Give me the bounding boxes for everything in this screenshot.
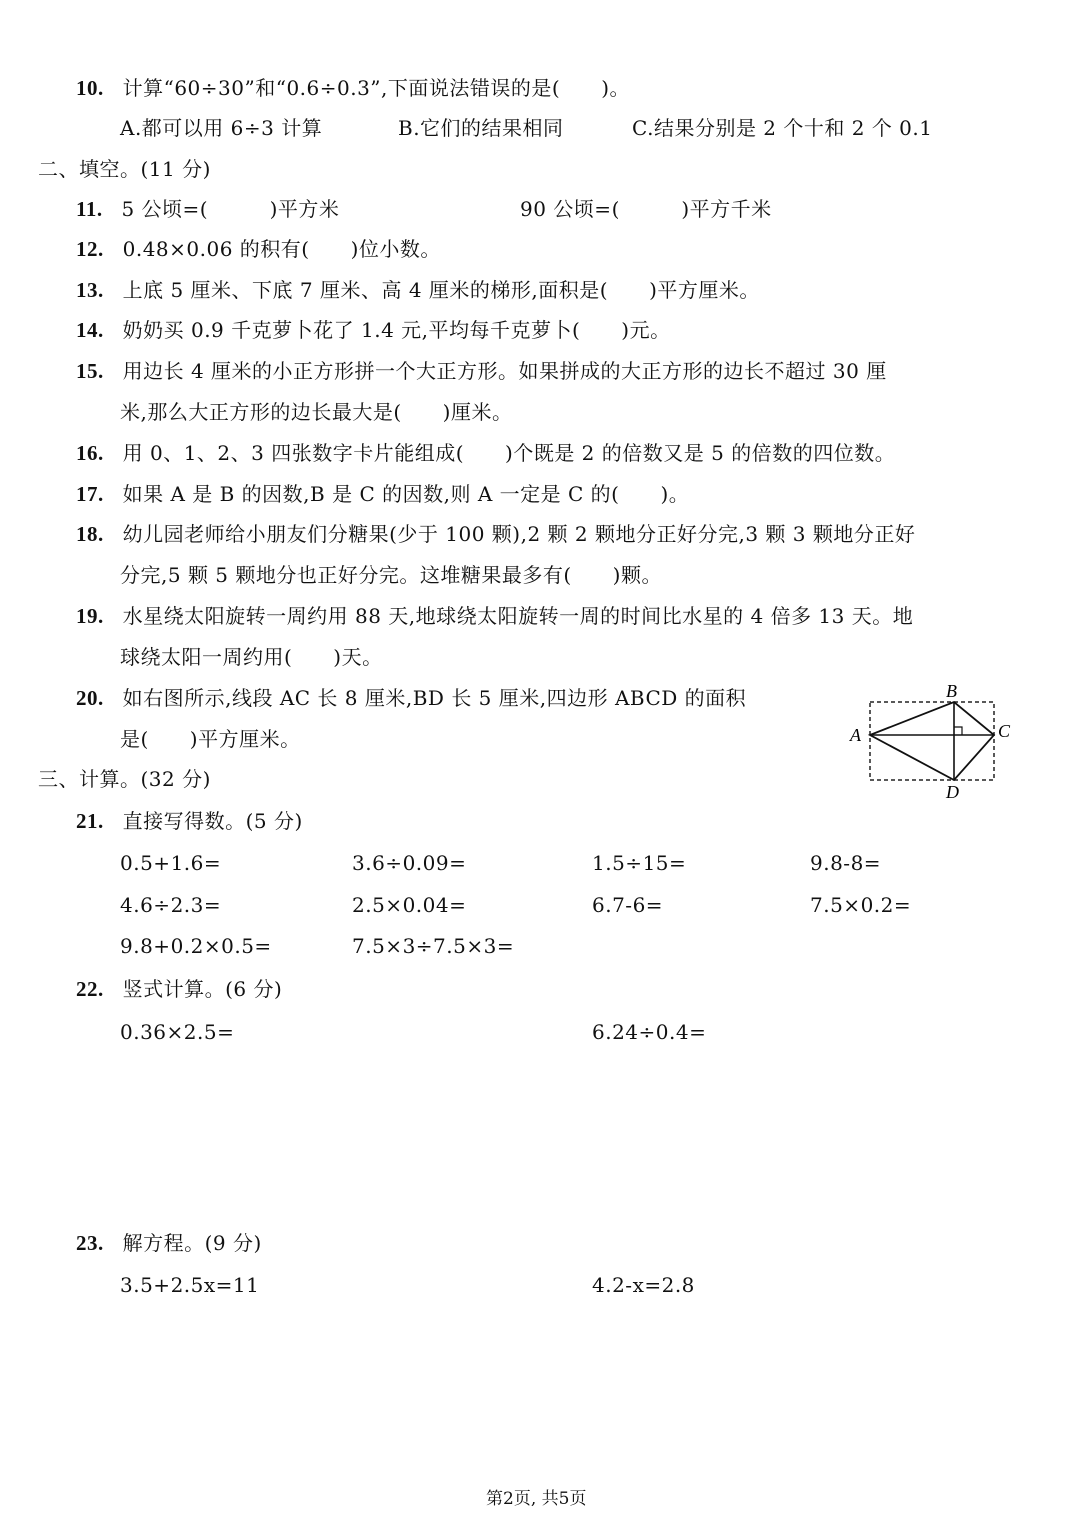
question-19-line2: 球绕太阳一周约用( )天。 [120,645,383,669]
question-text: 用边长 4 厘米的小正方形拼一个大正方形。如果拼成的大正方形的边长不超过 30 厘 [122,359,887,383]
question-21 [76,809,303,833]
quadrilateral-abcd [870,702,994,780]
label-a: A [850,725,861,745]
calc-item: 7.5×0.2= [810,893,912,917]
page-footer: 第2页, 共5页 [486,1489,587,1509]
question-number: 23. [76,1231,104,1255]
calc-item: 3.6÷0.09= [352,851,467,875]
vertical-calc-item: 0.36×2.5= [120,1020,235,1044]
question-14 [76,318,671,342]
question-text: 上底 5 厘米、下底 7 厘米、高 4 厘米的梯形,面积是( )平方厘米。 [122,278,760,302]
label-d: D [946,782,959,802]
calc-item: 7.5×3÷7.5×3= [352,934,515,958]
calc-item: 2.5×0.04= [352,893,467,917]
question-11 [76,197,339,221]
question-text: 计算“60÷30”和“0.6÷0.3”,下面说法错误的是( )。 [122,76,630,100]
calc-item: 9.8-8= [810,851,882,875]
question-number: 22. [76,977,104,1001]
question-number: 14. [76,318,104,342]
question-text: 用 0、1、2、3 四张数字卡片能组成( )个既是 2 的倍数又是 5 的倍数的四位数。 [122,441,896,465]
right-angle-mark [954,727,962,735]
question-number: 21. [76,809,104,833]
section-3-title: 三、计算。(32 分) [38,767,211,791]
question-20-line2: 是( )平方厘米。 [120,727,301,751]
question-text: 幼儿园老师给小朋友们分糖果(少于 100 颗),2 颗 2 颗地分正好分完,3 颗 3 颗地分正好 [122,522,916,546]
question-text: 直接写得数。(5 分) [122,809,303,833]
question-11-part2: 90 公顷=( )平方千米 [520,197,772,221]
question-text: 如右图所示,线段 AC 长 8 厘米,BD 长 5 厘米,四边形 ABCD 的面积 [122,686,747,710]
question-text: 水星绕太阳旋转一周约用 88 天,地球绕太阳旋转一周的时间比水星的 4 倍多 13 天。地 [122,604,914,628]
question-number: 11. [76,197,103,221]
question-12 [76,237,441,261]
question-text: 5 公顷=( )平方米 [121,197,340,221]
calc-item: 4.6÷2.3= [120,893,222,917]
question-text: 0.48×0.06 的积有( )位小数。 [122,237,441,261]
question-15 [76,359,887,383]
vertical-calc-item: 6.24÷0.4= [592,1020,707,1044]
question-number: 20. [76,686,104,710]
question-number: 12. [76,237,104,261]
question-22 [76,977,282,1001]
question-23 [76,1231,262,1255]
question-number: 15. [76,359,104,383]
option-b: B.它们的结果相同 [398,116,564,140]
calc-item: 1.5÷15= [592,851,687,875]
question-text: 如果 A 是 B 的因数,B 是 C 的因数,则 A 一定是 C 的( )。 [122,482,690,506]
question-number: 18. [76,522,104,546]
question-number: 10. [76,76,104,100]
section-2-title: 二、填空。(11 分) [38,157,211,181]
label-c: C [998,721,1011,741]
question-10 [76,76,630,100]
question-13 [76,278,760,302]
quadrilateral-figure [840,680,1030,805]
question-18-line2: 分完,5 颗 5 颗地分也正好分完。这堆糖果最多有( )颗。 [120,563,662,587]
question-16 [76,441,895,465]
calc-item: 0.5+1.6= [120,851,222,875]
option-c: C.结果分别是 2 个十和 2 个 0.1 [632,116,933,140]
question-19 [76,604,913,628]
option-a: A.都可以用 6÷3 计算 [120,116,323,140]
question-number: 13. [76,278,104,302]
equation-item: 3.5+2.5x=11 [120,1273,260,1297]
question-18 [76,522,915,546]
question-text: 竖式计算。(6 分) [122,977,283,1001]
question-17 [76,482,689,506]
label-b: B [946,681,957,701]
question-15-line2: 米,那么大正方形的边长最大是( )厘米。 [120,400,513,424]
question-number: 17. [76,482,104,506]
calc-item: 9.8+0.2×0.5= [120,934,272,958]
question-text: 解方程。(9 分) [122,1231,262,1255]
question-text: 奶奶买 0.9 千克萝卜花了 1.4 元,平均每千克萝卜( )元。 [122,318,671,342]
calc-item: 6.7-6= [592,893,664,917]
equation-item: 4.2-x=2.8 [592,1273,695,1297]
question-number: 16. [76,441,104,465]
question-number: 19. [76,604,104,628]
question-20 [76,686,746,710]
